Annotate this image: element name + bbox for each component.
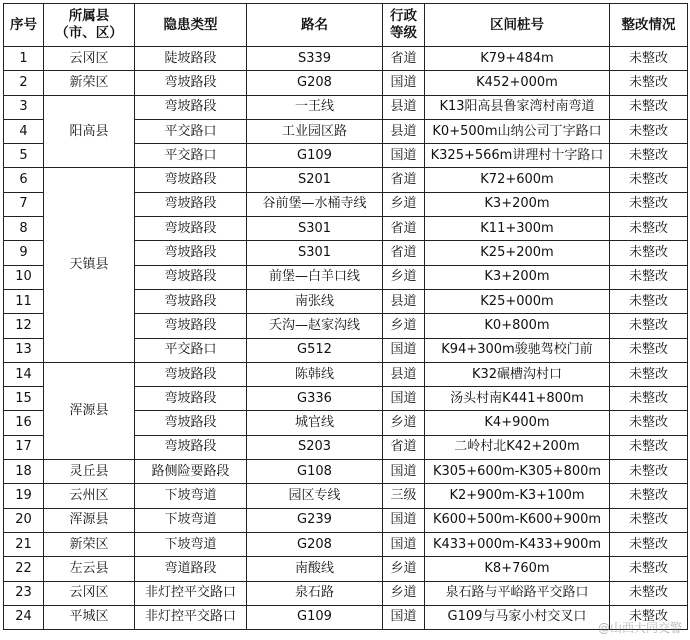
cell-seq: 21: [4, 532, 44, 556]
cell-seq: 2: [4, 71, 44, 95]
cell-grade: 省道: [383, 217, 425, 241]
cell-hazard: 弯坡路段: [135, 95, 247, 119]
cell-hazard: 平交路口: [135, 144, 247, 168]
col-header-status: 整改情况: [610, 4, 688, 47]
cell-section: K25+000m: [425, 289, 610, 313]
cell-status: 未整改: [610, 71, 688, 95]
col-header-county-line1: 所属县: [68, 8, 110, 24]
cell-grade: 乡道: [383, 314, 425, 338]
cell-hazard: 平交路口: [135, 338, 247, 362]
cell-section: K305+600m-K305+800m: [425, 460, 610, 484]
cell-section: K94+300m骏驰驾校门前: [425, 338, 610, 362]
cell-seq: 14: [4, 362, 44, 386]
cell-county: 云州区: [44, 484, 135, 508]
cell-county: 浑源县: [44, 362, 135, 459]
cell-status: 未整改: [610, 532, 688, 556]
cell-grade: 县道: [383, 95, 425, 119]
cell-status: 未整改: [610, 460, 688, 484]
cell-section: K3+200m: [425, 265, 610, 289]
col-header-seq: 序号: [4, 4, 44, 47]
table-row: [4, 557, 688, 581]
cell-seq: 8: [4, 217, 44, 241]
cell-road: 一王线: [247, 95, 383, 119]
cell-section: K0+500m山纳公司丁字路口: [425, 119, 610, 143]
cell-status: 未整改: [610, 289, 688, 313]
cell-road: 南张线: [247, 289, 383, 313]
cell-hazard: 弯坡路段: [135, 387, 247, 411]
cell-section: K32碾槽沟村口: [425, 362, 610, 386]
hazard-table: [3, 3, 688, 630]
cell-hazard: 弯坡路段: [135, 289, 247, 313]
col-header-county: [44, 4, 135, 47]
cell-hazard: 非灯控平交路口: [135, 581, 247, 605]
cell-section: K452+000m: [425, 71, 610, 95]
cell-grade: 三级: [383, 484, 425, 508]
cell-status: 未整改: [610, 192, 688, 216]
cell-grade: 省道: [383, 435, 425, 459]
cell-grade: 国道: [383, 387, 425, 411]
cell-hazard: 弯坡路段: [135, 192, 247, 216]
cell-status: 未整改: [610, 241, 688, 265]
cell-section: K433+000m-K433+900m: [425, 532, 610, 556]
cell-seq: 18: [4, 460, 44, 484]
watermark: @山西大同交警: [597, 621, 682, 635]
cell-hazard: 下坡弯道: [135, 532, 247, 556]
cell-status: 未整改: [610, 95, 688, 119]
cell-seq: 22: [4, 557, 44, 581]
cell-seq: 20: [4, 508, 44, 532]
cell-status: 未整改: [610, 314, 688, 338]
cell-status: 未整改: [610, 362, 688, 386]
cell-seq: 15: [4, 387, 44, 411]
cell-seq: 12: [4, 314, 44, 338]
cell-county: 浑源县: [44, 508, 135, 532]
cell-seq: 6: [4, 168, 44, 192]
table-row: [4, 605, 688, 629]
cell-status: 未整改: [610, 387, 688, 411]
cell-road: 泉石路: [247, 581, 383, 605]
cell-hazard: 弯坡路段: [135, 314, 247, 338]
cell-hazard: 平交路口: [135, 119, 247, 143]
cell-status: 未整改: [610, 168, 688, 192]
cell-grade: 县道: [383, 119, 425, 143]
cell-status: 未整改: [610, 484, 688, 508]
cell-section: 二岭村北K42+200m: [425, 435, 610, 459]
cell-road: S203: [247, 435, 383, 459]
cell-county: 左云县: [44, 557, 135, 581]
cell-seq: 24: [4, 605, 44, 629]
table-row: [4, 484, 688, 508]
cell-status: 未整改: [610, 47, 688, 71]
cell-status: 未整改: [610, 508, 688, 532]
cell-grade: 乡道: [383, 557, 425, 581]
cell-section: K325+566m讲理村十字路口: [425, 144, 610, 168]
cell-hazard: 下坡弯道: [135, 508, 247, 532]
cell-road: 夭沟—赵家沟线: [247, 314, 383, 338]
cell-road: 谷前堡—水桶寺线: [247, 192, 383, 216]
cell-section: K3+200m: [425, 192, 610, 216]
cell-grade: 国道: [383, 605, 425, 629]
cell-hazard: 非灯控平交路口: [135, 605, 247, 629]
cell-county: 云冈区: [44, 581, 135, 605]
cell-road: S301: [247, 217, 383, 241]
cell-status: 未整改: [610, 338, 688, 362]
cell-road: 南酸线: [247, 557, 383, 581]
cell-grade: 国道: [383, 144, 425, 168]
cell-hazard: 弯坡路段: [135, 168, 247, 192]
cell-grade: 省道: [383, 241, 425, 265]
cell-section: K11+300m: [425, 217, 610, 241]
cell-status: 未整改: [610, 605, 688, 629]
cell-status: 未整改: [610, 435, 688, 459]
table-row: [4, 362, 688, 386]
cell-road: G336: [247, 387, 383, 411]
cell-status: 未整改: [610, 411, 688, 435]
cell-section: K2+900m-K3+100m: [425, 484, 610, 508]
cell-road: S201: [247, 168, 383, 192]
cell-county: 灵丘县: [44, 460, 135, 484]
cell-hazard: 弯坡路段: [135, 71, 247, 95]
cell-road: 陈韩线: [247, 362, 383, 386]
table-row: [4, 581, 688, 605]
cell-hazard: 路侧险要路段: [135, 460, 247, 484]
cell-section: K72+600m: [425, 168, 610, 192]
cell-status: 未整改: [610, 144, 688, 168]
cell-county: 新荣区: [44, 71, 135, 95]
col-header-road: 路名: [247, 4, 383, 47]
table-row: [4, 168, 688, 192]
col-header-section: 区间桩号: [425, 4, 610, 47]
cell-status: 未整改: [610, 581, 688, 605]
cell-section: K25+200m: [425, 241, 610, 265]
cell-seq: 17: [4, 435, 44, 459]
cell-section: 汤头村南K441+800m: [425, 387, 610, 411]
cell-seq: 7: [4, 192, 44, 216]
cell-road: G512: [247, 338, 383, 362]
cell-hazard: 弯坡路段: [135, 217, 247, 241]
cell-county: 新荣区: [44, 532, 135, 556]
cell-grade: 乡道: [383, 411, 425, 435]
cell-road: 前堡—白羊口线: [247, 265, 383, 289]
cell-status: 未整改: [610, 557, 688, 581]
cell-grade: 乡道: [383, 581, 425, 605]
cell-grade: 国道: [383, 338, 425, 362]
cell-grade: 乡道: [383, 265, 425, 289]
col-header-grade-line1: 行政: [390, 8, 417, 24]
cell-hazard: 下坡弯道: [135, 484, 247, 508]
cell-county: 天镇县: [44, 168, 135, 362]
cell-seq: 1: [4, 47, 44, 71]
cell-seq: 9: [4, 241, 44, 265]
cell-seq: 4: [4, 119, 44, 143]
cell-county: 阳高县: [44, 95, 135, 168]
cell-seq: 13: [4, 338, 44, 362]
cell-road: 园区专线: [247, 484, 383, 508]
cell-section: G109与马家小村交叉口: [425, 605, 610, 629]
cell-road: G208: [247, 532, 383, 556]
cell-hazard: 弯坡路段: [135, 435, 247, 459]
cell-grade: 省道: [383, 47, 425, 71]
cell-seq: 3: [4, 95, 44, 119]
cell-road: S301: [247, 241, 383, 265]
cell-grade: 乡道: [383, 192, 425, 216]
cell-county: 平城区: [44, 605, 135, 629]
table-row: [4, 71, 688, 95]
col-header-county-line2: （市、区）: [55, 25, 123, 41]
table-row: [4, 508, 688, 532]
cell-seq: 10: [4, 265, 44, 289]
cell-grade: 县道: [383, 362, 425, 386]
cell-status: 未整改: [610, 265, 688, 289]
cell-section: K79+484m: [425, 47, 610, 71]
table-body: [4, 47, 688, 630]
cell-section: K0+800m: [425, 314, 610, 338]
cell-hazard: 弯坡路段: [135, 241, 247, 265]
cell-seq: 16: [4, 411, 44, 435]
cell-road: G239: [247, 508, 383, 532]
cell-road: G208: [247, 71, 383, 95]
cell-seq: 23: [4, 581, 44, 605]
cell-hazard: 弯道路段: [135, 557, 247, 581]
cell-status: 未整改: [610, 119, 688, 143]
col-header-hazard: 隐患类型: [135, 4, 247, 47]
cell-hazard: 陡坡路段: [135, 47, 247, 71]
cell-grade: 国道: [383, 532, 425, 556]
cell-seq: 11: [4, 289, 44, 313]
cell-road: 工业园区路: [247, 119, 383, 143]
table-row: [4, 532, 688, 556]
cell-section: 泉石路与平峪路平交路口: [425, 581, 610, 605]
table-row: [4, 47, 688, 71]
cell-road: S339: [247, 47, 383, 71]
header-row: [4, 4, 688, 47]
cell-hazard: 弯坡路段: [135, 265, 247, 289]
cell-section: K13阳高县鲁家湾村南弯道: [425, 95, 610, 119]
cell-seq: 5: [4, 144, 44, 168]
cell-grade: 国道: [383, 508, 425, 532]
cell-county: 云冈区: [44, 47, 135, 71]
cell-hazard: 弯坡路段: [135, 362, 247, 386]
cell-grade: 国道: [383, 460, 425, 484]
cell-status: 未整改: [610, 217, 688, 241]
cell-hazard: 弯坡路段: [135, 411, 247, 435]
table-row: [4, 460, 688, 484]
col-header-grade-line2: 等级: [390, 25, 417, 41]
cell-seq: 19: [4, 484, 44, 508]
cell-grade: 省道: [383, 168, 425, 192]
cell-road: G109: [247, 605, 383, 629]
cell-section: K4+900m: [425, 411, 610, 435]
table-row: [4, 95, 688, 119]
cell-section: K8+760m: [425, 557, 610, 581]
cell-grade: 县道: [383, 289, 425, 313]
col-header-grade: [383, 4, 425, 47]
cell-road: 城官线: [247, 411, 383, 435]
cell-road: G109: [247, 144, 383, 168]
cell-road: G108: [247, 460, 383, 484]
cell-grade: 国道: [383, 71, 425, 95]
cell-section: K600+500m-K600+900m: [425, 508, 610, 532]
